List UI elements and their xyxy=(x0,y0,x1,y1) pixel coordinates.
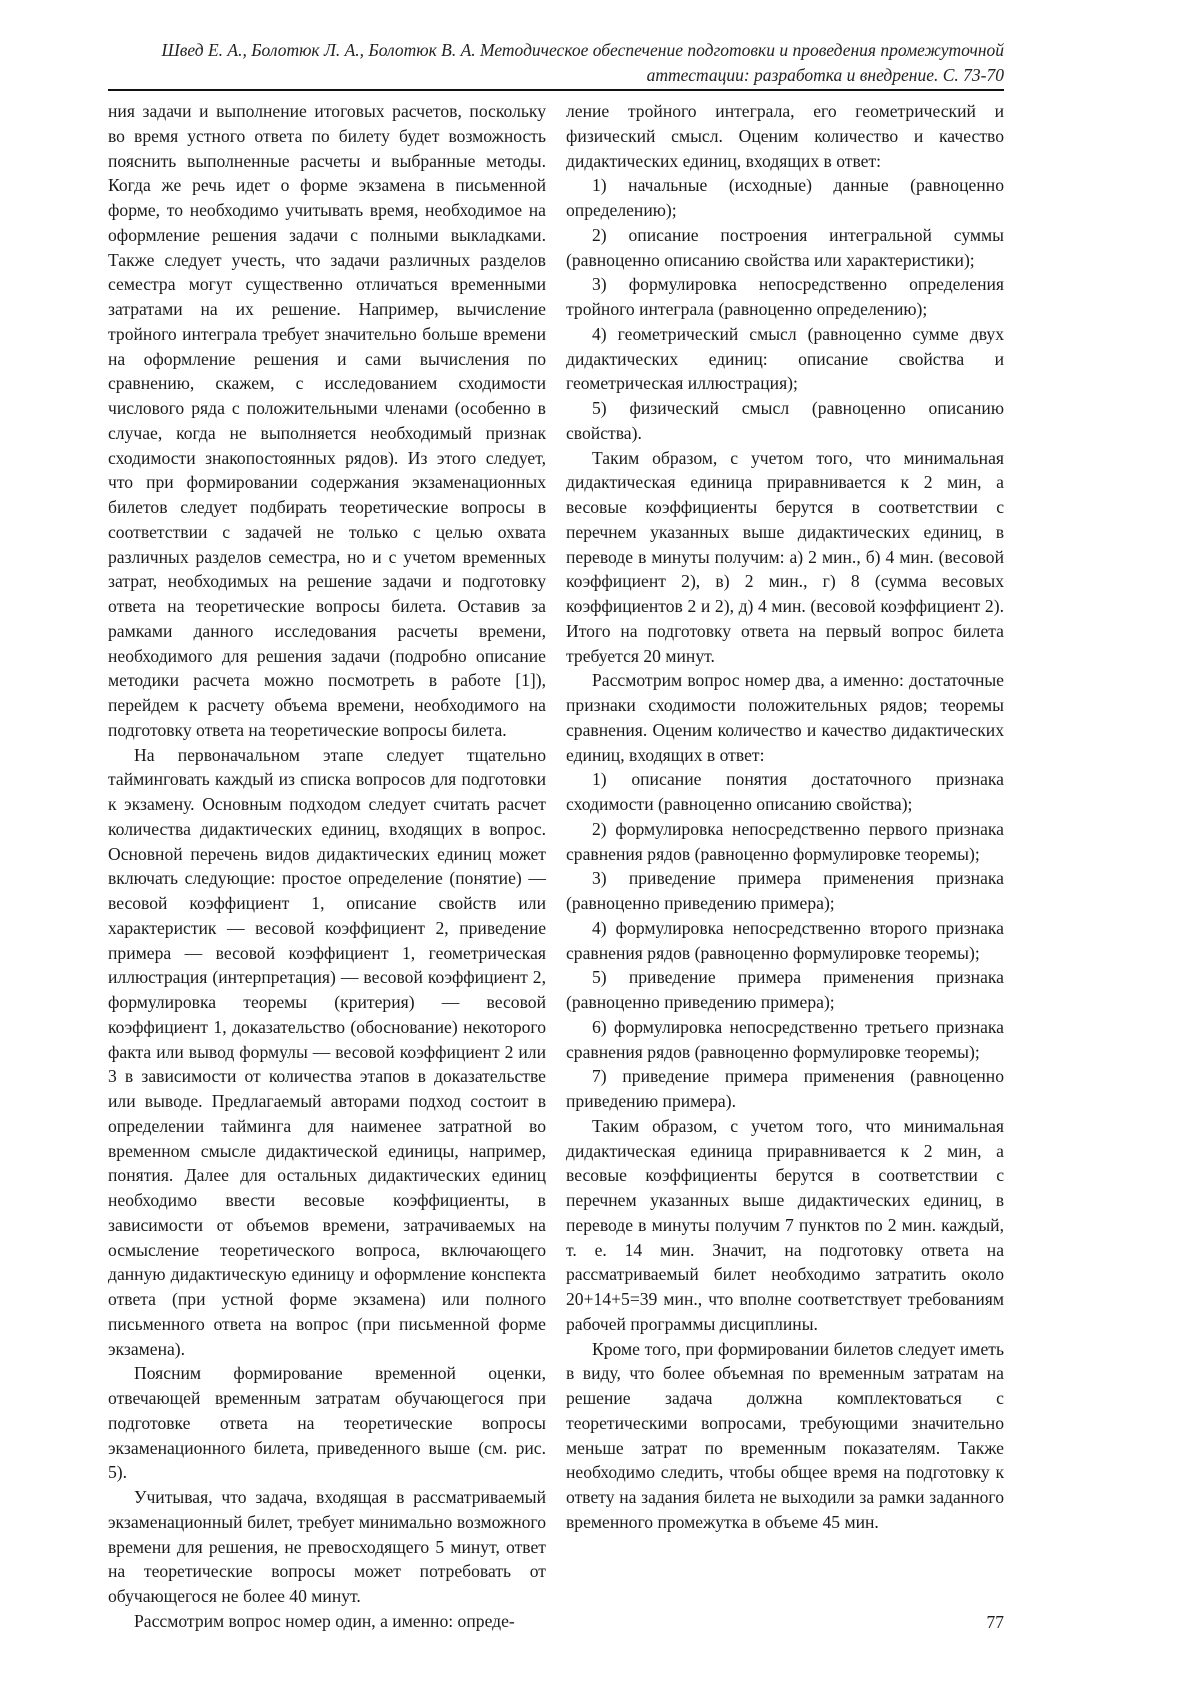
paragraph: Таким образом, с учетом того, что минимальная дидактическая единица приравнивается к 2 мин, а весовые коэффициенты берутся в соответствии с перечнем указанных выше дидактических единиц, в переводе в минуты получим: а) 2 мин., б) 4 мин. (весовой коэффициент 2), в) 2 мин., г) 8 (сумма весовых коэффициентов 2 и 2), д) 4 мин. (весовой коэффициент 2). Итого на подготовку ответа на первый вопрос билета требуется 20 минут. xyxy=(566,446,1004,669)
paragraph: ния задачи и выполнение итоговых расчетов, поскольку во время устного ответа по билету будет возможность пояснить выполненные расчеты и выбранные методы. Когда же речь идет о форме экзамена в письменной форме, то необходимо учитывать время, необходимое на оформление решения задачи с полными выкладками. Также следует учесть, что задачи различных разделов семестра могут существенно отличаться временными затратами на их решение. Например, вычисление тройного интеграла требует значительно больше времени на оформление решения и сами вычисления по сравнению, скажем, с исследованием сходимости числового ряда с положительными членами (особенно в случае, когда не выполняется необходимый признак сходимости знакопостоянных рядов). Из этого следует, что при формировании содержания экзаменационных билетов следует подбирать теоретические вопросы в соответствии с задачей не только с целью охвата различных разделов семестра, но и с учетом временных затрат, необходимых на решение задачи и подготовку ответа на теоретические вопросы билета. Оставив за рамками данного исследования расчеты времени, необходимого для решения задачи (подробно описание методики расчета можно посмотреть в работе [1]), перейдем к расчету объема времени, необходимого на подготовку ответа на теоретические вопросы билета. xyxy=(108,99,546,743)
list-item: 4) формулировка непосредственно второго признака сравнения рядов (равноценно формулировке теоремы); xyxy=(566,916,1004,966)
paragraph: Кроме того, при формировании билетов следует иметь в виду, что более объемная по временным затратам на решение задача должна комплектоваться с теоретическими вопросами, требующими значительно меньше затрат по временным показателям. Также необходимо следить, чтобы общее время на подготовку к ответу на задания билета не выходили за рамки заданного временного промежутка в объеме 45 мин. xyxy=(566,1337,1004,1535)
page-number: 77 xyxy=(987,1612,1005,1633)
list-item: 3) формулировка непосредственно определения тройного интеграла (равноценно определению); xyxy=(566,272,1004,322)
list-item: 6) формулировка непосредственно третьего признака сравнения рядов (равноценно формулировке теоремы); xyxy=(566,1015,1004,1065)
paragraph: Рассмотрим вопрос номер два, а именно: достаточные признаки сходимости положительных рядов; теоремы сравнения. Оценим количество и качество дидактических единиц, входящих в ответ: xyxy=(566,668,1004,767)
list-item: 5) приведение примера применения признака (равноценно приведению примера); xyxy=(566,965,1004,1015)
list-item: 2) описание построения интегральной суммы (равноценно описанию свойства или характеристики); xyxy=(566,223,1004,273)
right-column xyxy=(566,99,1004,1535)
paragraph: На первоначальном этапе следует тщательно тайминговать каждый из списка вопросов для подготовки к экзамену. Основным подходом следует считать расчет количества дидактических единиц, входящих в вопрос. Основной перечень видов дидактических единиц может включать следующие: простое определение (понятие) — весовой коэффициент 1, описание свойств или характеристик — весовой коэффициент 2, приведение примера — весовой коэффициент 1, геометрическая иллюстрация (интерпретация) — весовой коэффициент 2, формулировка теоремы (критерия) — весовой коэффициент 1, доказательство (обоснование) некоторого факта или вывод формулы — весовой коэффициент 2 или 3 в зависимости от количества этапов в доказательстве или выводе. Предлагаемый авторами подход состоит в определении тайминга для наименее затратной во временном смысле дидактической единицы, например, понятия. Далее для остальных дидактических единиц необходимо ввести весовые коэффициенты, в зависимости от объемов времени, затрачиваемых на осмысление теоретического вопроса, включающего данную дидактическую единицу и оформление конспекта ответа (при устной форме экзамена) или полного письменного ответа на вопрос (при письменной форме экзамена). xyxy=(108,743,546,1362)
paragraph: ление тройного интеграла, его геометрический и физический смысл. Оценим количество и качество дидактических единиц, входящих в ответ: xyxy=(566,99,1004,173)
list-item: 1) начальные (исходные) данные (равноценно определению); xyxy=(566,173,1004,223)
list-item: 2) формулировка непосредственно первого признака сравнения рядов (равноценно формулировке теоремы); xyxy=(566,817,1004,867)
paragraph: Поясним формирование временной оценки, отвечающей временным затратам обучающегося при подготовке ответа на теоретические вопросы экзаменационного билета, приведенного выше (см. рис. 5). xyxy=(108,1361,546,1485)
running-header-line-1: Швед Е. А., Болотюк Л. А., Болотюк В. А. Методическое обеспечение подготовки и проведения промежуточной xyxy=(108,38,1004,63)
list-item: 5) физический смысл (равноценно описанию свойства). xyxy=(566,396,1004,446)
running-header-line-2: аттестации: разработка и внедрение. С. 73-70 xyxy=(108,63,1004,88)
left-column xyxy=(108,99,546,1634)
paragraph: Рассмотрим вопрос номер один, а именно: опреде- xyxy=(108,1609,546,1634)
list-item: 3) приведение примера применения признака (равноценно приведению примера); xyxy=(566,866,1004,916)
paragraph: Таким образом, с учетом того, что минимальная дидактическая единица приравнивается к 2 мин, а весовые коэффициенты берутся в соответствии с перечнем указанных выше дидактических единиц, в переводе в минуты получим 7 пунктов по 2 мин. каждый, т. е. 14 мин. Значит, на подготовку ответа на рассматриваемый билет необходимо затратить около 20+14+5=39 мин., что вполне соответствует требованиям рабочей программы дисциплины. xyxy=(566,1114,1004,1337)
list-item: 1) описание понятия достаточного признака сходимости (равноценно описанию свойства); xyxy=(566,767,1004,817)
list-item: 7) приведение примера применения (равноценно приведению примера). xyxy=(566,1064,1004,1114)
list-item: 4) геометрический смысл (равноценно сумме двух дидактических единиц: описание свойства и геометрическая иллюстрация); xyxy=(566,322,1004,396)
header-rule xyxy=(108,89,1004,91)
paragraph: Учитывая, что задача, входящая в рассматриваемый экзаменационный билет, требует минимально возможного времени для решения, не превосходящего 5 минут, ответ на теоретические вопросы может потребовать от обучающегося не более 40 минут. xyxy=(108,1485,546,1609)
running-header xyxy=(108,38,1004,88)
